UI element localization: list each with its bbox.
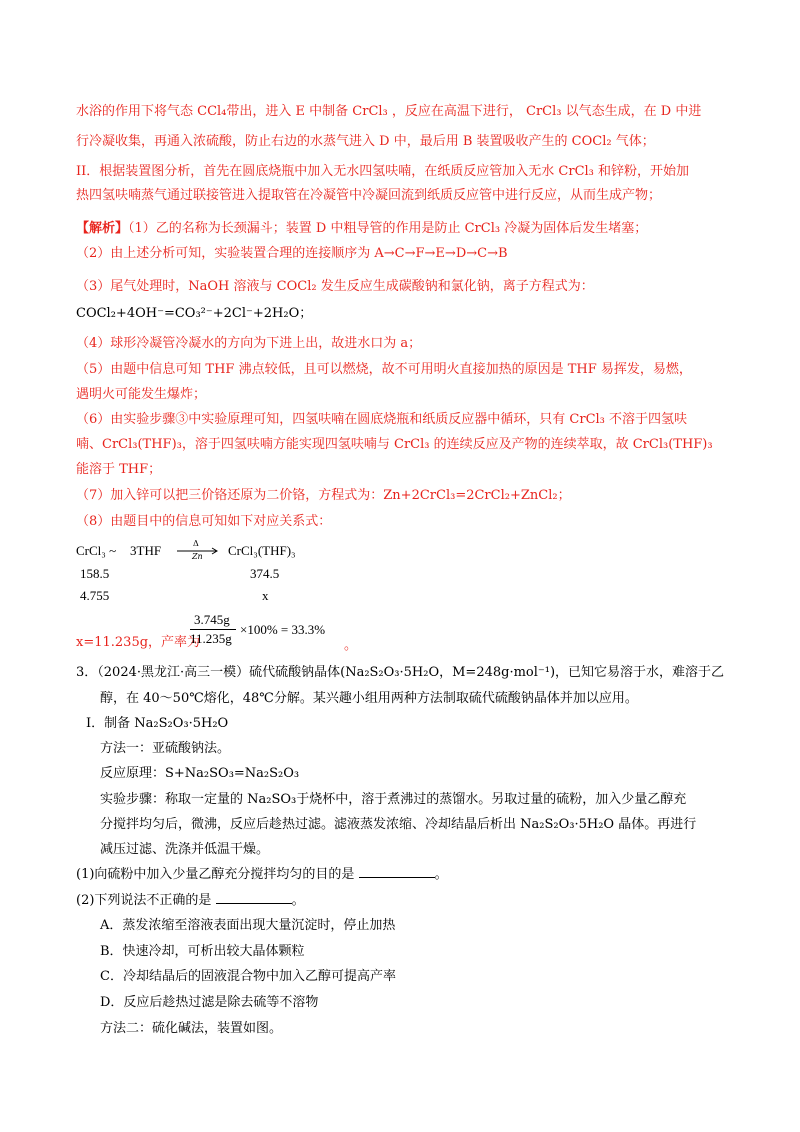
- relation-thf: 3THF: [130, 543, 162, 558]
- analysis-text: （1）乙的名称为长颈漏斗；装置 D 中粗导管的作用是防止 CrCl₃ 冷凝为固体后发生堵塞；: [128, 221, 648, 236]
- reaction-arrow: [175, 539, 221, 563]
- analysis-tag: 【解析】: [76, 221, 129, 236]
- q3-intro-1: 3．（2024·黑龙江·高三一模）硫代硫酸钠晶体(Na₂S₂O₃·5H₂O，M=248g·mol⁻¹)，已知它易溶于水，难溶于乙: [76, 665, 725, 680]
- sub-question-1: [76, 865, 728, 885]
- relation-x: x: [262, 588, 269, 603]
- steps-line-1: 实验步骤：称取一定量的 Na₂SO₃于烧杯中，溶于煮沸过的蒸馏水。另取过量的硫粉，加入少量乙醇充: [100, 792, 687, 807]
- yield-numerator: 3.745g: [194, 612, 230, 627]
- answer-line-4: 热四氢呋喃蒸气通过联接管进入提取管在冷凝管中冷凝回流到纸质反应管中进行反应，从而生成产物；: [76, 188, 662, 203]
- option-a: A．蒸发浓缩至溶液表面出现大量沉淀时，停止加热: [100, 918, 396, 933]
- sub-question-2: [76, 891, 728, 911]
- answer-line-6: （2）由上述分析可知，实验装置合理的连接顺序为 A→C→F→E→D→C→B: [76, 246, 508, 261]
- answer-blank-2[interactable]: [216, 891, 292, 904]
- sub-question-1-text: (1)向硫粉中加入少量乙醇充分搅拌均匀的目的是: [76, 867, 355, 882]
- arrow-heat-label: Δ: [193, 539, 199, 548]
- yield-denominator: 11.235g: [190, 631, 232, 646]
- option-c: C．冷却结晶后的固液混合物中加入乙醇可提高产率: [100, 969, 396, 984]
- analysis-line: [76, 219, 728, 239]
- option-b: B．快速冷却，可析出较大晶体颗粒: [100, 944, 305, 959]
- yield-suffix: 。: [344, 638, 358, 653]
- q3-intro-2: 醇，在 40～50℃熔化，48℃分解。某兴趣小组用两种方法制取硫代硫酸钠晶体并加以应用。: [100, 691, 638, 706]
- yield-result: ×100% = 33.3%: [240, 622, 326, 637]
- fraction-bar: [190, 629, 236, 630]
- answer-line-10: （5）由题中信息可知 THF 沸点较低，且可以燃烧，故不可用明火直接加热的原因是 THF 易挥发，易燃，: [76, 362, 692, 377]
- ionic-equation: COCl₂+4OH⁻=CO₃²⁻+2Cl⁻+2H₂O；: [76, 306, 313, 321]
- part1-title: Ⅰ．制备 Na₂S₂O₃·5H₂O: [86, 716, 229, 731]
- answer-line-1: 水浴的作用下将气态 CCl₄带出，进入 E 中制备 CrCl₃ ，反应在高温下进行， CrCl₃ 以气态生成，在 D 中进: [76, 104, 702, 119]
- answer-blank-1[interactable]: [359, 865, 435, 878]
- sub-question-1-end: 。: [434, 867, 448, 882]
- option-d: D．反应后趁热过滤是除去硫等不溶物: [100, 995, 319, 1010]
- steps-line-2: 分搅拌均匀后，微沸，反应后趁热过滤。滤液蒸发浓缩、冷却结晶后析出 Na₂S₂O₃·5H₂O 晶体。再进行: [100, 817, 697, 832]
- answer-line-7: （3）尾气处理时，NaOH 溶液与 COCl₂ 发生反应生成碳酸钠和氯化钠，离子方程式为：: [76, 279, 594, 294]
- answer-line-13: 喃、CrCl₃(THF)₃，溶于四氢呋喃方能实现四氢呋喃与 CrCl₃ 的连续反应及产物的连续萃取，故 CrCl₃(THF)₃: [76, 437, 713, 452]
- answer-line-16: （8）由题目中的信息可知如下对应关系式：: [76, 514, 332, 529]
- relation-mass-crcl3: 158.5: [80, 566, 110, 581]
- answer-line-2: 行冷凝收集，再通入浓硫酸，防止右边的水蒸气进入 D 中，最后用 B 装置吸收产生的 COCl₂ 气体；: [76, 134, 655, 149]
- yield-prefix: x=11.235g，产率为: [76, 635, 201, 650]
- steps-line-3: 减压过滤、洗涤并低温干燥。: [100, 842, 270, 857]
- method2: 方法二：硫化碱法，装置如图。: [100, 1021, 283, 1036]
- relation-product: CrCl₃(THF)₃: [228, 543, 296, 558]
- relation-mass-product: 374.5: [250, 566, 280, 581]
- answer-line-9: （4）球形冷凝管冷凝水的方向为下进上出，故进水口为 a；: [76, 336, 422, 351]
- answer-line-3: II．根据装置图分析，首先在圆底烧瓶中加入无水四氢呋喃，在纸质反应管加入无水 CrCl₃ 和锌粉，开始加: [76, 164, 690, 179]
- sub-question-2-end: 。: [291, 893, 305, 908]
- arrow-zn-label: Zn: [192, 552, 203, 561]
- relation-given-crcl3: 4.755: [80, 588, 110, 603]
- sub-question-2-text: (2)下列说法不正确的是: [76, 893, 212, 908]
- answer-line-14: 能溶于 THF；: [76, 462, 162, 477]
- answer-line-15: （7）加入锌可以把三价铬还原为二价铬，方程式为：Zn+2CrCl₃=2CrCl₂+ZnCl₂；: [76, 488, 571, 503]
- relation-crcl3: CrCl₃ ~: [76, 543, 117, 558]
- reaction-principle: 反应原理：S+Na₂SO₃=Na₂S₂O₃: [100, 766, 300, 781]
- answer-line-11: 遇明火可能发生爆炸；: [76, 387, 207, 402]
- method1: 方法一：亚硫酸钠法。: [100, 741, 231, 756]
- answer-line-12: （6）由实验步骤③中实验原理可知，四氢呋喃在圆底烧瓶和纸质反应器中循环，只有 CrCl₃ 不溶于四氢呋: [76, 412, 688, 427]
